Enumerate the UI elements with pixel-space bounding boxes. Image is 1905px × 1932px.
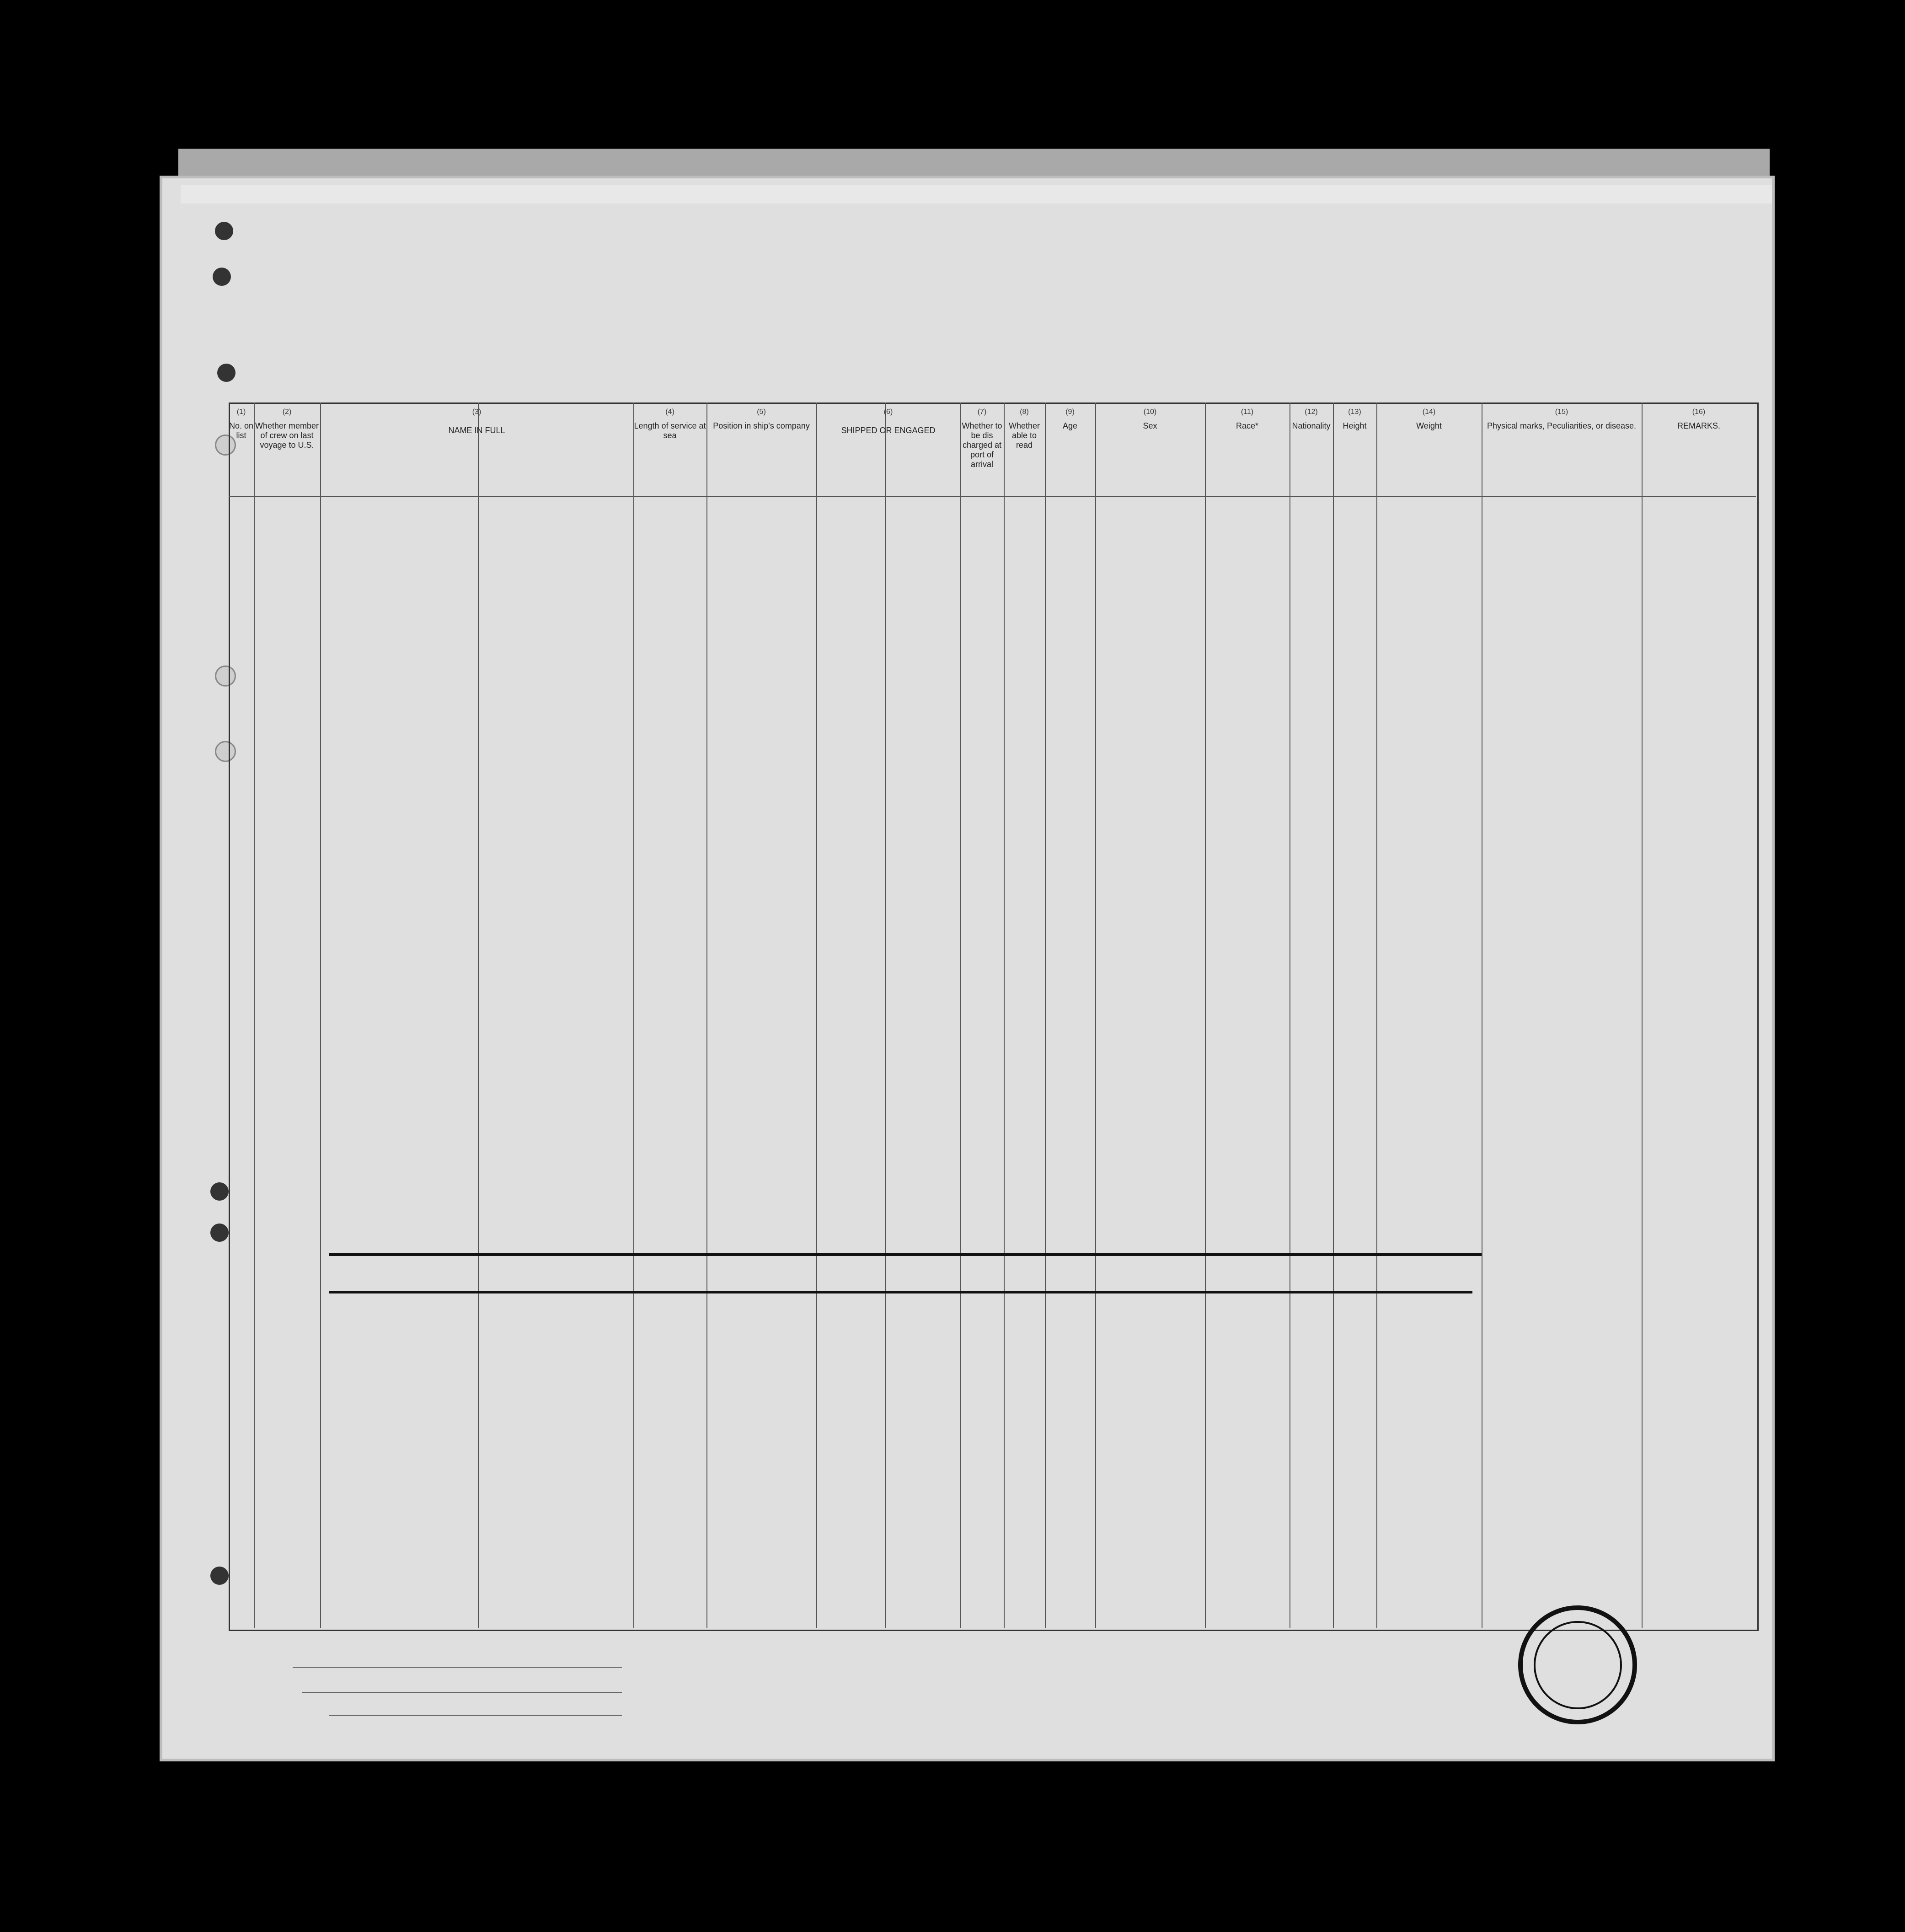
column-label: NAME IN FULL <box>448 426 505 435</box>
column-label: No. on list <box>229 421 254 440</box>
column-number: (5) <box>757 408 766 416</box>
column-number: (7) <box>977 408 987 416</box>
column-label: Whether to be dis charged at port of arrival <box>962 421 1002 469</box>
column-number: (3) <box>472 408 482 416</box>
column-label: Whether able to read <box>1008 421 1040 450</box>
column-number: (15) <box>1555 408 1568 416</box>
column-number: (8) <box>1020 408 1029 416</box>
column-number: (4) <box>665 408 674 416</box>
column-label: Position in ship's company <box>713 421 810 430</box>
column-number: (13) <box>1348 408 1361 416</box>
column-label: Age <box>1062 421 1078 430</box>
column-number: (12) <box>1305 408 1318 416</box>
column-label: Sex <box>1143 421 1157 430</box>
column-label: Weight <box>1416 421 1442 430</box>
column-label: REMARKS. <box>1677 421 1721 430</box>
column-number: (10) <box>1143 408 1157 416</box>
column-number: (1) <box>236 408 246 416</box>
column-label: Height <box>1343 421 1367 430</box>
column-label: Race* <box>1236 421 1259 430</box>
column-number: (9) <box>1065 408 1075 416</box>
column-label: Length of service at sea <box>634 421 706 440</box>
column-number: (14) <box>1422 408 1436 416</box>
column-number: (2) <box>282 408 292 416</box>
column-label: Physical marks, Peculiarities, or disease. <box>1487 421 1637 430</box>
column-label: SHIPPED OR ENGAGED <box>841 426 936 435</box>
column-label: Whether member of crew on last voyage to U.S. <box>255 421 319 450</box>
column-label: Nationality <box>1292 421 1331 430</box>
column-number: (16) <box>1692 408 1706 416</box>
column-number: (6) <box>883 408 893 416</box>
column-number: (11) <box>1241 408 1254 416</box>
